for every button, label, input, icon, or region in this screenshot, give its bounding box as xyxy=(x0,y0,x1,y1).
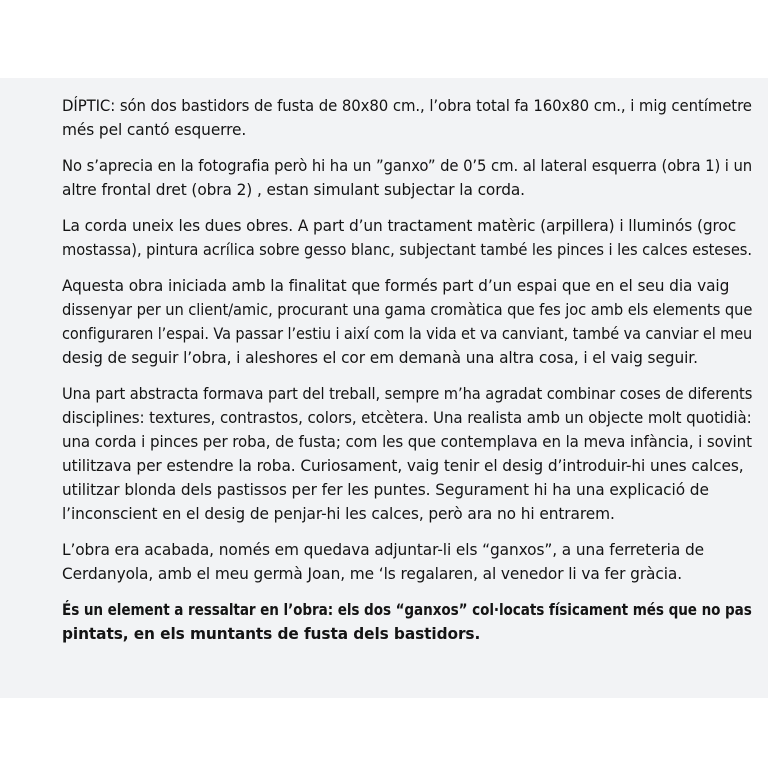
paragraph-5 xyxy=(62,382,762,526)
paper-sheet xyxy=(0,78,768,698)
text-line: una corda i pinces per roba, de fusta; com les que contemplava en la meva infància, i sovint xyxy=(62,433,752,451)
text-line: més pel cantó esquerre. xyxy=(62,121,247,139)
text-line: utilitzava per estendre la roba. Curiosament, vaig tenir el desig d’introduir-hi unes calces, xyxy=(62,457,744,475)
paragraph-4 xyxy=(62,274,762,370)
paragraph-2 xyxy=(62,154,762,202)
text-line: La corda uneix les dues obres. A part d’un tractament matèric (arpillera) i lluminós (groc xyxy=(62,217,737,235)
text-line: Cerdanyola, amb el meu germà Joan, me ‘ls regalaren, al venedor li va fer gràcia. xyxy=(62,565,682,583)
paragraph-7-highlight xyxy=(62,598,762,646)
text-line: pintats, en els muntants de fusta dels bastidors. xyxy=(62,625,481,643)
text-line: Aquesta obra iniciada amb la finalitat que formés part d’un espai que en el seu dia vaig xyxy=(62,277,730,295)
text-line: mostassa), pintura acrílica sobre gesso blanc, subjectant també les pinces i les calces esteses. xyxy=(62,241,752,259)
text-line: És un element a ressaltar en l’obra: els dos “ganxos” col·locats físicament més que no pas xyxy=(62,601,752,619)
text-line: dissenyar per un client/amic, procurant una gama cromàtica que fes joc amb els elements que xyxy=(62,301,753,319)
text-line: l’inconscient en el desig de penjar-hi les calces, però ara no hi entrarem. xyxy=(62,505,615,523)
text-line: disciplines: textures, contrastos, colors, etcètera. Una realista amb un objecte molt quotidià: xyxy=(62,409,752,427)
text-line: Una part abstracta formava part del treball, sempre m’ha agradat combinar coses de diferents xyxy=(62,385,753,403)
text-line: configuraren l’espai. Va passar l’estiu i així com la vida et va canviant, també va canviar el meu xyxy=(62,325,753,343)
paragraph-6 xyxy=(62,538,762,586)
paragraph-3 xyxy=(62,214,762,262)
text-line: desig de seguir l’obra, i aleshores el cor em demanà una altra cosa, i el vaig seguir. xyxy=(62,349,698,367)
text-line: L’obra era acabada, només em quedava adjuntar-li els “ganxos”, a una ferreteria de xyxy=(62,541,704,559)
text-line: DÍPTIC: són dos bastidors de fusta de 80x80 cm., l’obra total fa 160x80 cm., i mig centímetre xyxy=(62,97,752,115)
text-line: No s’aprecia en la fotografia però hi ha un ”ganxo” de 0’5 cm. al lateral esquerra (obra 1) i un xyxy=(62,157,753,175)
document-text xyxy=(62,94,762,646)
paragraph-1 xyxy=(62,94,762,142)
text-line: utilitzar blonda dels pastissos per fer les puntes. Segurament hi ha una explicació de xyxy=(62,481,709,499)
text-line: altre frontal dret (obra 2) , estan simulant subjectar la corda. xyxy=(62,181,525,199)
